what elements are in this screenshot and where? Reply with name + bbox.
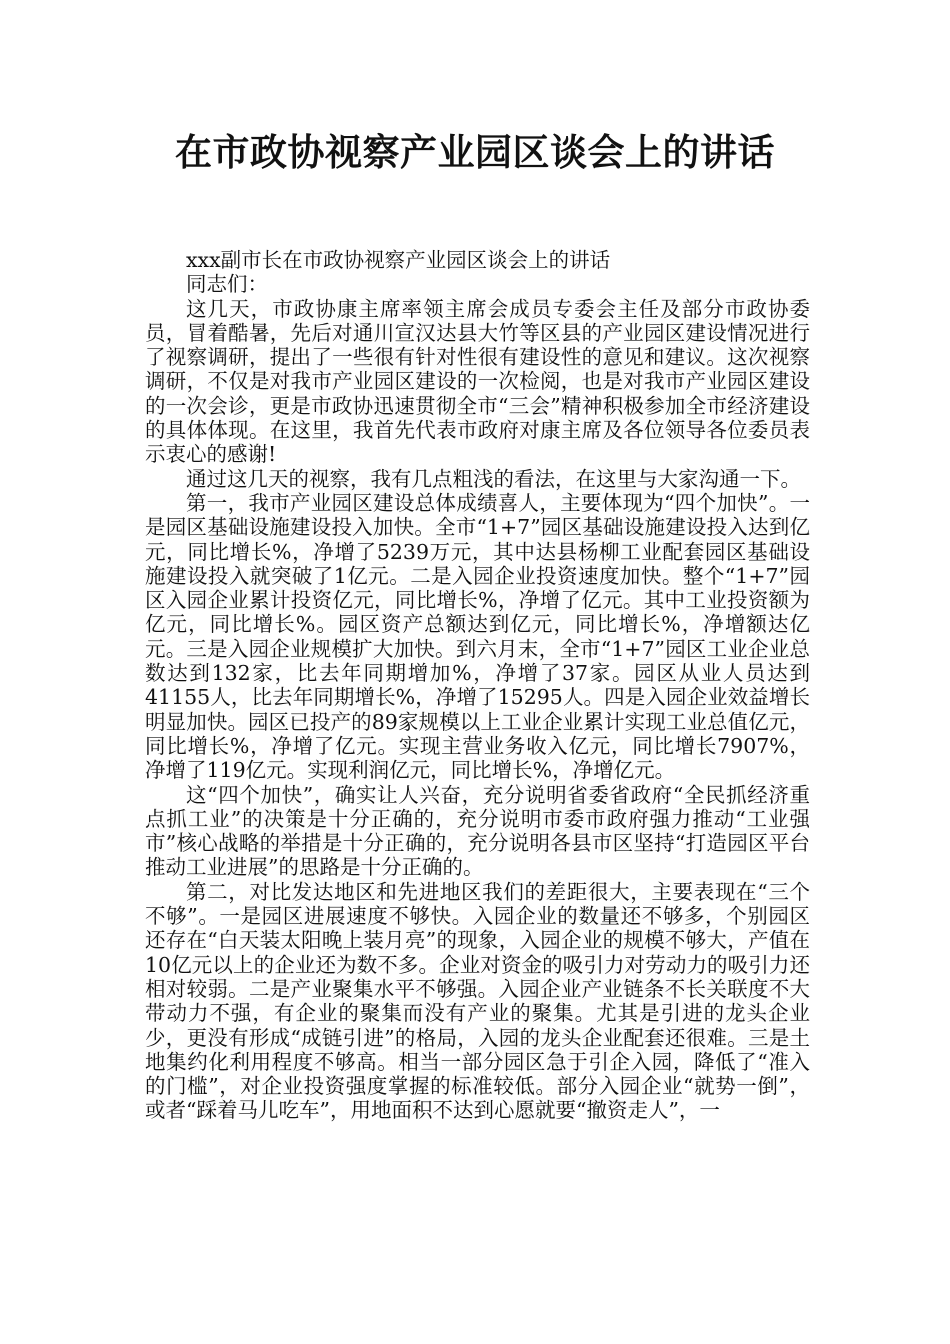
speech-heading-line: xxx副市长在市政协视察产业园区谈会上的讲话 [186,248,611,272]
salutation: 同志们： [186,272,268,297]
body-paragraph: 这几天，市政协康主席率领主席会成员专委会主任及部分市政协委员，冒着酷暑，先后对通川宣汉达县大竹等区县的产业园区建设情况进行了视察调研，提出了一些很有针对性很有建设性的意见和建议。这次视察调研，不仅是对我市产业园区建设的一次检阅，也是对我市产业园区建设的一次会诊，更是市政协迅速贯彻全市“三会”精神积极参加全市经济建设的具体体现。在这里，我首先代表市政府对康主席及各位领导各位委员表示衷心的感谢! [145,296,810,467]
body-paragraph: 这“四个加快”，确实让人兴奋，充分说明省委省政府“全民抓经济重点抓工业”的决策是十分正确的，充分说明市委市政府强力推动“工业强市”核心战略的举措是十分正确的，充分说明各县市区坚持“打造园区平台推动工业进展”的思路是十分正确的。 [145,782,810,880]
document-title: 在市政协视察产业园区谈会上的讲话 [175,131,775,174]
body-paragraph: 通过这几天的视察，我有几点粗浅的看法，在这里与大家沟通一下。 [186,466,801,491]
body-paragraph: 第二，对比发达地区和先进地区我们的差距很大，主要表现在“三个不够”。一是园区进展速度不够快。入园企业的数量还不够多，个别园区还存在“白天装太阳晚上装月亮”的现象，入园企业的规模不够大，产值在10亿元以上的企业还为数不多。企业对资金的吸引力对劳动力的吸引力还相对较弱。二是产业聚集水平不够强。入园企业产业链条不长关联度不大带动力不强，有企业的聚集而没有产业的聚集。尤其是引进的龙头企业少，更没有形成“成链引进”的格局，入园的龙头企业配套还很难。三是土地集约化利用程度不够高。相当一部分园区急于引企入园，降低了“准入的门槛”，对企业投资强度掌握的标准较低。部分入园企业“就势一倒”，或者“踩着马儿吃车”，用地面积不达到心愿就要“撤资走人”，一 [145,879,810,1123]
body-paragraph: 第一，我市产业园区建设总体成绩喜人，主要体现为“四个加快”。一是园区基础设施建设投入加快。全市“1+7”园区基础设施建设投入达到亿元，同比增长%，净增了5239万元，其中达县杨柳工业配套园区基础设施建设投入就突破了1亿元。二是入园企业投资速度加快。整个“1+7”园区入园企业累计投资亿元，同比增长%，净增了亿元。其中工业投资额为亿元，同比增长%。园区资产总额达到亿元，同比增长%，净增额达亿元。三是入园企业规模扩大加快。到六月末，全市“1+7”园区工业企业总数达到132家，比去年同期增加%，净增了37家。园区从业人员达到41155人，比去年同期增长%，净增了15295人。四是入园企业效益增长明显加快。园区已投产的89家规模以上工业企业累计实现工业总值亿元，同比增长%，净增了亿元。实现主营业务收入亿元，同比增长7907%，净增了119亿元。实现利润亿元，同比增长%，净增亿元。 [145,490,810,783]
document-body [145,248,810,1123]
